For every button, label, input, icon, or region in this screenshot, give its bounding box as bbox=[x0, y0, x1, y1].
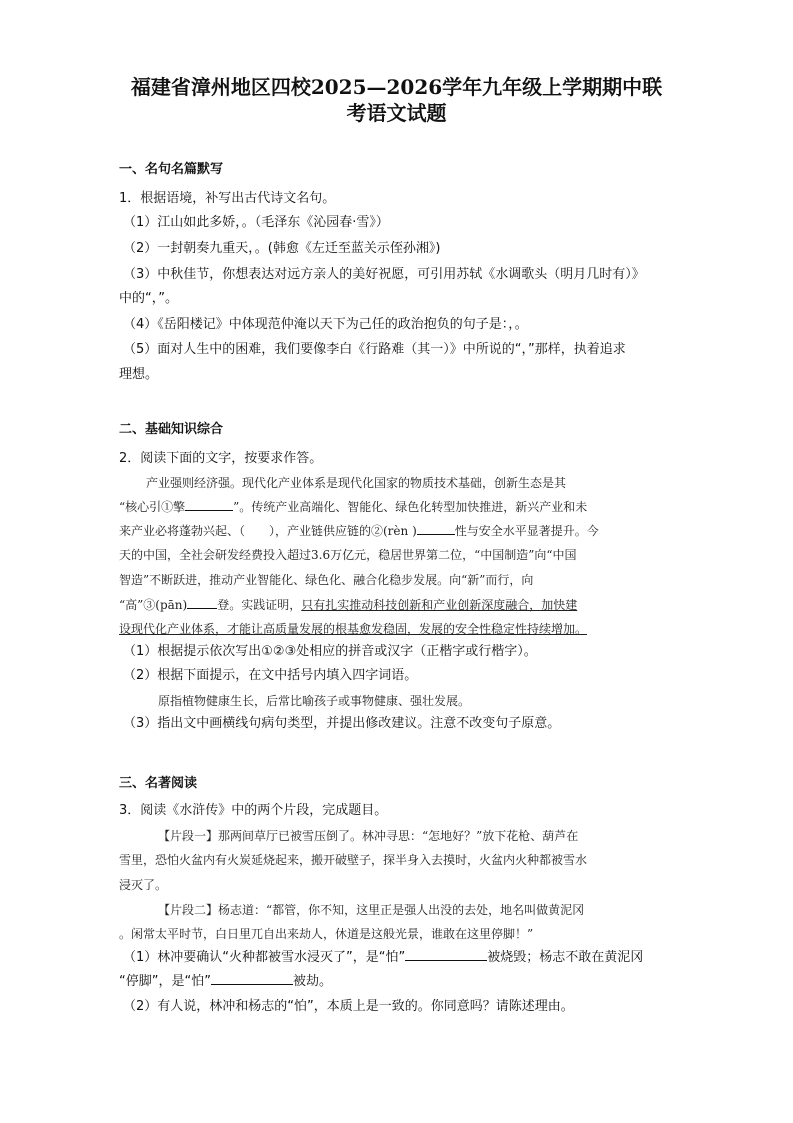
q1-item-1: （1）江山如此多娇，。（毛泽东《沁园春·雪》） bbox=[123, 215, 389, 230]
q1-item-2: （2）一封朝奏九重天，。(韩愈《左迁至蓝关示侄孙湘》) bbox=[123, 241, 441, 256]
blank-3[interactable] bbox=[187, 596, 217, 609]
section-1-heading: 一、名句名篇默写 bbox=[119, 162, 224, 177]
passage-text: “高”③(pān) bbox=[119, 598, 188, 612]
q1-item-5-cont: 理想。 bbox=[119, 367, 159, 382]
exam-title-line2: 考语文试题 bbox=[346, 101, 447, 125]
passage-line: 产业强则经济强。现代化产业体系是现代化国家的物质技术基础，创新生态是其 bbox=[146, 476, 567, 490]
q2-sub-1: （1）根据提示依次写出①②③处相应的拼音或汉字（正楷字或行楷字）。 bbox=[123, 644, 537, 659]
q1-item-5: （5）面对人生中的困难，我们要像李白《行路难（其一）》中所说的“，”那样，执着追求 bbox=[123, 342, 626, 357]
blank-2[interactable] bbox=[417, 522, 455, 535]
passage-line: 智造”不断跃进，推动产业智能化、绿色化、融合化稳步发展。向“新”而行，向 bbox=[119, 573, 534, 587]
underlined-sentence-cont: 设现代化产业体系，才能让高质量发展的根基愈发稳固，发展的安全性稳定性持续增加。 bbox=[119, 622, 588, 636]
question-2-prompt: 2．阅读下面的文字，按要求作答。 bbox=[119, 451, 323, 466]
excerpt-1-line: 浸灭了。 bbox=[119, 878, 168, 892]
passage-text: 来产业必将蓬勃兴起、（ ），产业链供应链的②(rèn ) bbox=[119, 524, 417, 538]
passage-line bbox=[119, 498, 587, 516]
q3-sub-2: （2）有人说，林冲和杨志的“怕”，本质上是一致的。你同意吗？请陈述理由。 bbox=[123, 999, 574, 1014]
excerpt-2-line: 【片段二】杨志道：“都管，你不知，这里正是强人出没的去处，地名叫做黄泥冈 bbox=[158, 903, 585, 917]
excerpt-2-line: 。闲常太平时节，白日里兀自出来劫人，休道是这般光景，谁敢在这里停脚！” bbox=[119, 927, 534, 941]
q3-sub-1 bbox=[123, 948, 643, 967]
underlined-sentence: 只有扎实推动科技创新和产业创新深度融合，加快建 bbox=[301, 598, 578, 612]
excerpt-1-line: 【片段一】那两间草厅已被雪压倒了。林冲寻思：“怎地好？”放下花枪、葫芦在 bbox=[158, 829, 579, 843]
q3-sub-1-cont bbox=[119, 972, 332, 991]
q2-sub-3: （3）指出文中画横线句病句类型，并提出修改建议。注意不改变句子原意。 bbox=[123, 716, 561, 731]
question-3-prompt: 3．阅读《水浒传》中的两个片段，完成题目。 bbox=[119, 803, 388, 818]
q1-item-4: （4）《岳阳楼记》中体现范仲淹以天下为己任的政治抱负的句子是：，。 bbox=[123, 317, 528, 332]
q1-item-3-cont: 中的“，”。 bbox=[119, 291, 178, 306]
exam-title-line1: 福建省漳州地区四校2025—2026学年九年级上学期期中联 bbox=[130, 75, 663, 99]
answer-blank[interactable] bbox=[405, 948, 487, 961]
q1-item-3: （3）中秋佳节，你想表达对远方亲人的美好祝愿，可引用苏轼《水调歌头（明月几时有）》 bbox=[123, 267, 645, 282]
passage-text: “核心引①擎 bbox=[119, 500, 186, 514]
passage-line bbox=[119, 522, 599, 540]
q3-sub-1-text: 被烧毁；杨志不敢在黄泥冈 bbox=[487, 950, 644, 965]
q3-sub-1-text: “停脚”，是“怕” bbox=[119, 974, 211, 989]
section-2-heading: 二、基础知识综合 bbox=[119, 422, 224, 437]
q3-sub-1-text: 被劫。 bbox=[292, 974, 332, 989]
answer-blank[interactable] bbox=[211, 972, 293, 985]
question-1-prompt: 1．根据语境，补写出古代诗文名句。 bbox=[119, 191, 336, 206]
passage-line bbox=[119, 596, 577, 614]
passage-text: 性与安全水平显著提升。今 bbox=[454, 524, 599, 538]
section-3-heading: 三、名著阅读 bbox=[119, 776, 198, 791]
passage-text: ”。传统产业高端化、智能化、绿色化转型加快推进，新兴产业和未 bbox=[233, 500, 588, 514]
passage-text: 登。实践证明， bbox=[217, 598, 302, 612]
q2-hint: 原指植物健康生长，后常比喻孩子或事物健康、强壮发展。 bbox=[158, 694, 471, 708]
passage-line: 天的中国，全社会研发经费投入超过3.6万亿元，稳居世界第二位，“中国制造”向“中国 bbox=[119, 548, 577, 562]
q3-sub-1-text: （1）林冲要确认“火种都被雪水浸灭了”，是“怕” bbox=[123, 950, 406, 965]
blank-1[interactable] bbox=[185, 498, 233, 511]
excerpt-1-line: 雪里，恐怕火盆内有火炭延烧起来，搬开破壁子，探半身入去摸时，火盆内火种都被雪水 bbox=[119, 853, 588, 867]
q2-sub-2: （2）根据下面提示，在文中括号内填入四字词语。 bbox=[123, 668, 418, 683]
